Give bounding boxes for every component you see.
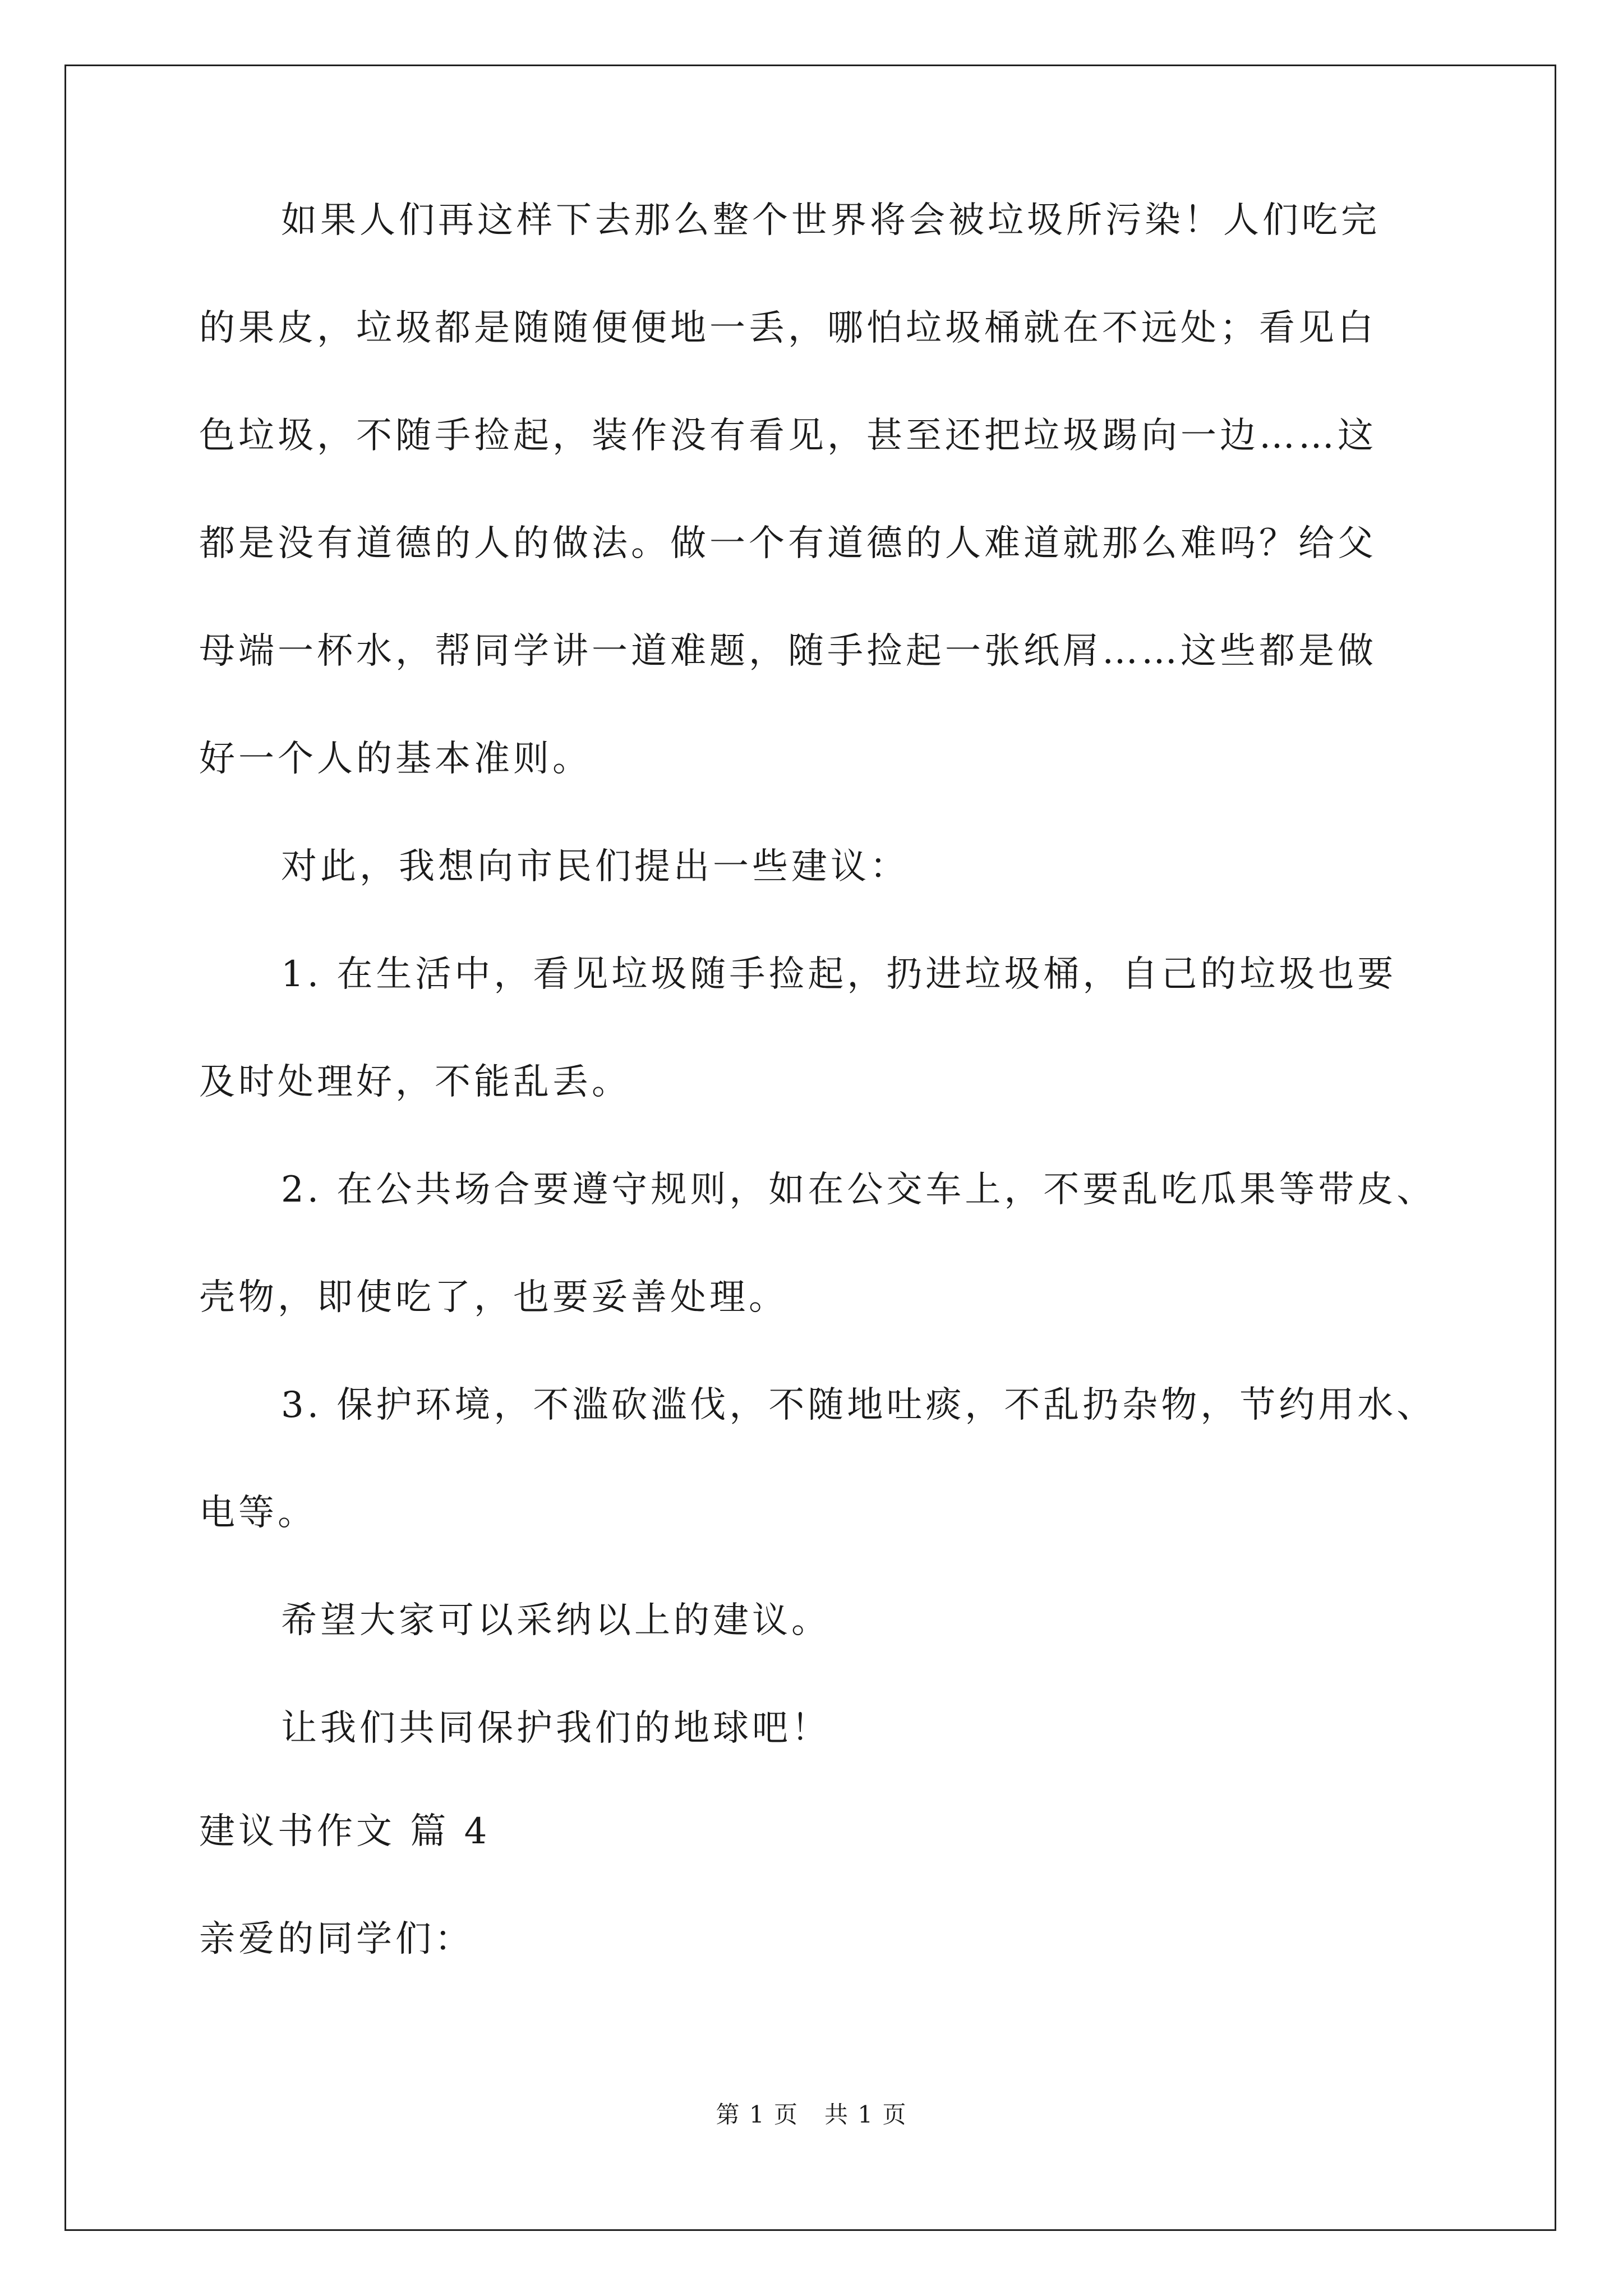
paragraph-line: 希望大家可以采纳以上的建议。 <box>281 1600 831 1641</box>
paragraph-line: 让我们共同保护我们的地球吧！ <box>281 1708 831 1749</box>
page-border <box>64 65 1556 2231</box>
paragraph-line: 的果皮，垃圾都是随随便便地一丢，哪怕垃圾桶就在不远处；看见白 <box>199 307 1377 349</box>
paragraph-line: 色垃圾，不随手捡起，装作没有看见，甚至还把垃圾踢向一边……这 <box>199 415 1377 457</box>
paragraph-line: 好一个人的基本准则。 <box>199 738 592 780</box>
greeting: 亲爱的同学们： <box>199 1918 474 1960</box>
list-item-1: 1. 在生活中，看见垃圾随手捡起，扔进垃圾桶，自己的垃圾也要 <box>281 954 1397 995</box>
list-item-3: 3. 保护环境，不滥砍滥伐，不随地吐痰，不乱扔杂物，节约用水、 <box>281 1384 1436 1426</box>
paragraph-line: 都是没有道德的人的做法。做一个有道德的人难道就那么难吗？给父 <box>199 523 1377 564</box>
paragraph-line: 如果人们再这样下去那么整个世界将会被垃圾所污染！人们吃完 <box>281 200 1380 241</box>
list-item-3-continuation: 电等。 <box>199 1492 317 1534</box>
page-number-footer: 第 1 页 共 1 页 <box>716 2101 907 2128</box>
list-item-2-continuation: 壳物，即使吃了，也要妥善处理。 <box>199 1277 788 1318</box>
paragraph-line: 母端一杯水，帮同学讲一道难题，随手捡起一张纸屑……这些都是做 <box>199 631 1377 672</box>
list-item-2: 2. 在公共场合要遵守规则，如在公交车上，不要乱吃瓜果等带皮、 <box>281 1169 1436 1211</box>
section-heading: 建议书作文 篇 4 <box>199 1811 491 1852</box>
list-item-1-continuation: 及时处理好，不能乱丢。 <box>199 1061 631 1103</box>
paragraph-line: 对此，我想向市民们提出一些建议： <box>281 846 909 887</box>
